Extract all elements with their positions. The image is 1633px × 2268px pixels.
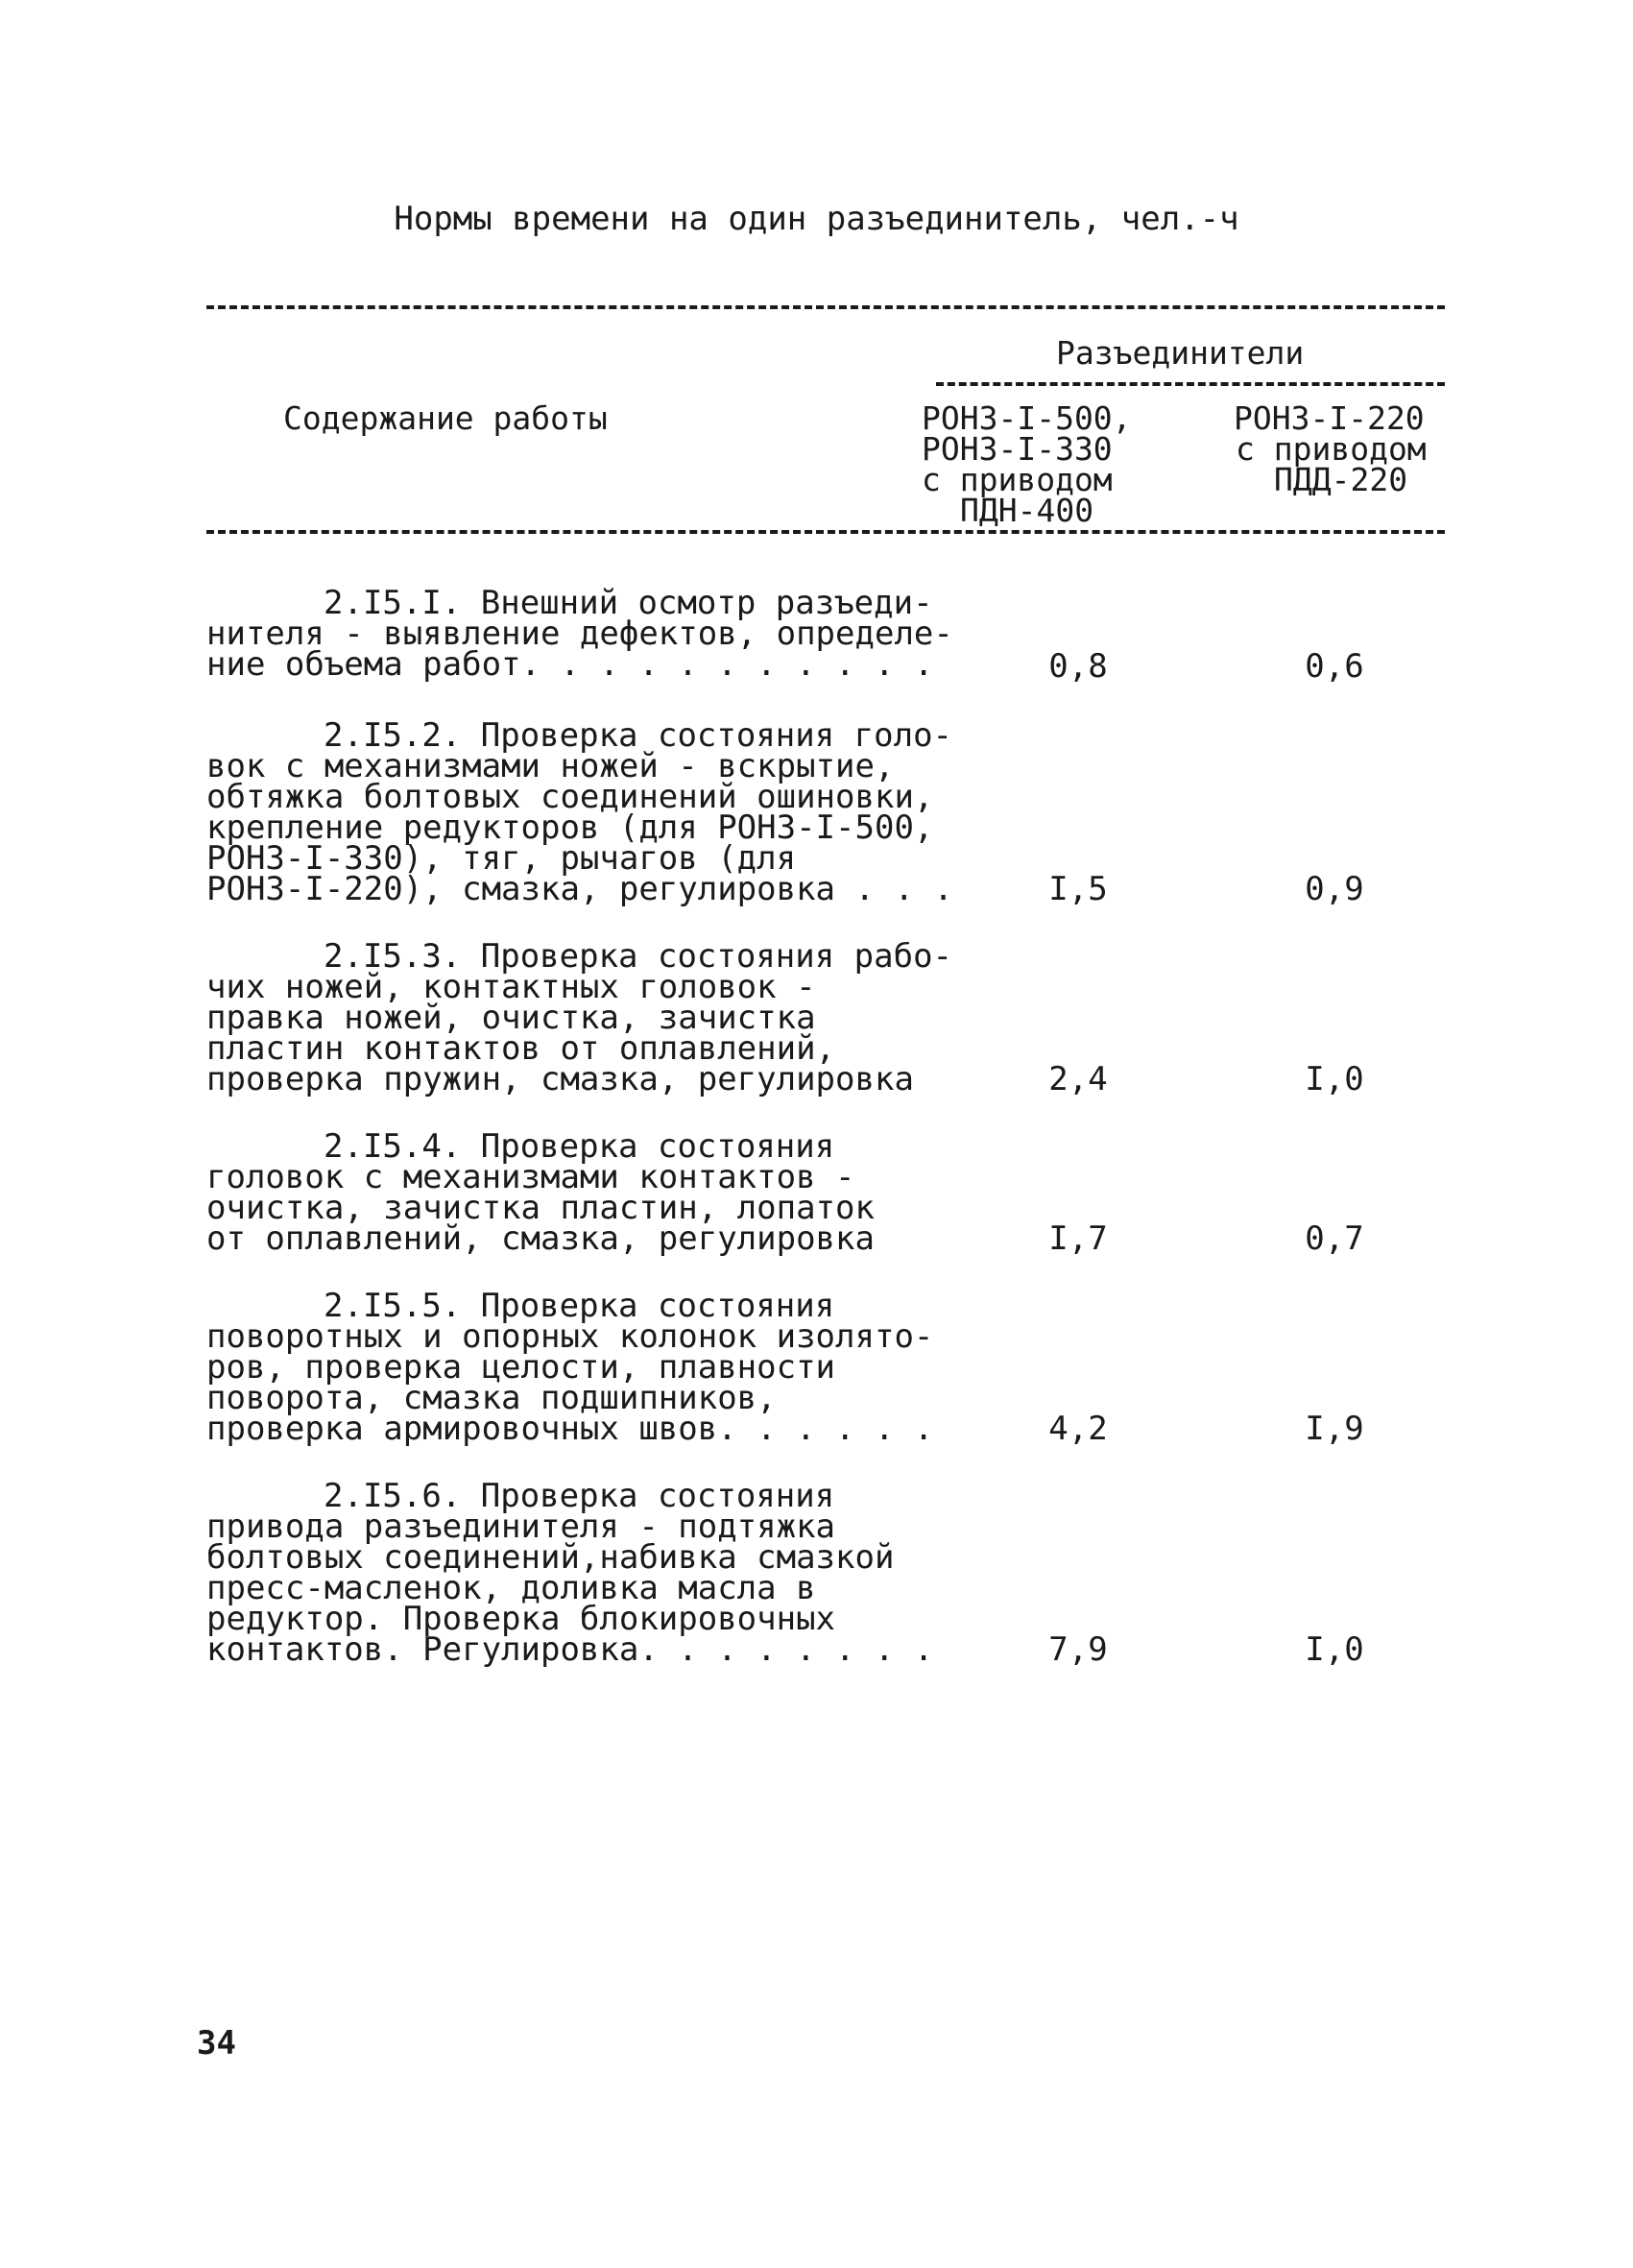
row-value-b: I,0 [1305,1630,1364,1669]
table-header-rule [206,530,1445,534]
column-a-header-line: ПДН-400 [960,492,1094,529]
row-line: крепление редукторов (для РОНЗ-I-500, [206,808,934,847]
column-a-header-line: РОНЗ-I-330 [922,430,1113,468]
row-value-a: 2,4 [1048,1060,1108,1098]
row-line: редуктор. Проверка блокировочных [206,1600,836,1638]
column-b-header-line: ПДД-220 [1274,461,1408,498]
row-line: проверка армировочных швов. . . . . . [206,1410,934,1448]
row-line: пресс-масленок, доливка масла в [206,1569,816,1607]
column-b-header [1234,399,1427,498]
row-line: от оплавлений, смазка, регулировка [206,1219,875,1258]
row-value-b: I,9 [1305,1410,1364,1448]
page-number: 34 [197,2024,236,2063]
work-content-header: Содержание работы [283,399,608,437]
column-a-header [922,399,1132,529]
row-line: обтяжка болтовых соединений ошиновки, [206,778,934,816]
row-value-a: 4,2 [1048,1410,1108,1448]
row-line: вок с механизмами ножей - вскрытие, [206,747,895,785]
group-header-rule [936,382,1445,386]
row-line: привода разъединителя - подтяжка [206,1508,836,1546]
row-value-b: 0,6 [1305,647,1364,686]
row-line: нителя - выявление дефектов, определе- [206,615,953,653]
table-row [206,584,955,684]
column-b-header-line: с приводом [1236,430,1427,468]
row-line: 2.I5.4. Проверка состояния [324,1127,835,1166]
row-line: правка ножей, очистка, зачистка [206,999,816,1037]
row-value-b: 0,9 [1305,870,1364,908]
row-line: ние объема работ. . . . . . . . . . . [206,645,934,684]
row-line: головок с механизмами контактов - [206,1158,855,1196]
row-value-a: I,5 [1048,870,1108,908]
column-a-header-line: РОНЗ-I-500, [922,399,1132,437]
column-a-header-line: с приводом [922,461,1113,498]
row-line: ров, проверка целости, плавности [206,1348,836,1387]
row-line: чих ножей, контактных головок - [206,968,816,1006]
row-line: очистка, зачистка пластин, лопаток [206,1189,875,1227]
table-row [206,937,955,1098]
row-line: поворота, смазка подшипников, [206,1379,777,1417]
row-line: болтовых соединений,набивка смазкой [206,1538,895,1577]
row-value-b: I,0 [1305,1060,1364,1098]
table-row [206,716,955,908]
row-line: поворотных и опорных колонок изолято- [206,1317,934,1356]
table-row [206,1477,955,1669]
row-line: пластин контактов от оплавлений, [206,1029,836,1068]
table-row [206,1127,955,1258]
table-top-rule [206,305,1445,309]
row-value-b: 0,7 [1305,1219,1364,1258]
row-value-a: 0,8 [1048,647,1108,686]
row-line: контактов. Регулировка. . . . . . . . [206,1630,934,1669]
row-line: РОНЗ-I-220), смазка, регулировка . . . [206,870,953,908]
row-line: 2.I5.I. Внешний осмотр разъеди- [324,584,933,622]
row-line: РОНЗ-I-330), тяг, рычагов (для [206,839,797,878]
row-value-a: I,7 [1048,1219,1108,1258]
row-line: 2.I5.3. Проверка состояния рабо- [324,937,953,976]
group-header: Разъединители [1056,334,1305,372]
row-line: 2.I5.6. Проверка состояния [324,1477,835,1515]
table-row [206,1287,955,1448]
page-title: Нормы времени на один разъединитель, чел.-ч [394,200,1239,238]
row-value-a: 7,9 [1048,1630,1108,1669]
column-b-header-line: РОНЗ-I-220 [1234,399,1425,437]
row-line: 2.I5.2. Проверка состояния голо- [324,716,953,755]
row-line: 2.I5.5. Проверка состояния [324,1287,835,1325]
row-line: проверка пружин, смазка, регулировка [206,1060,914,1098]
